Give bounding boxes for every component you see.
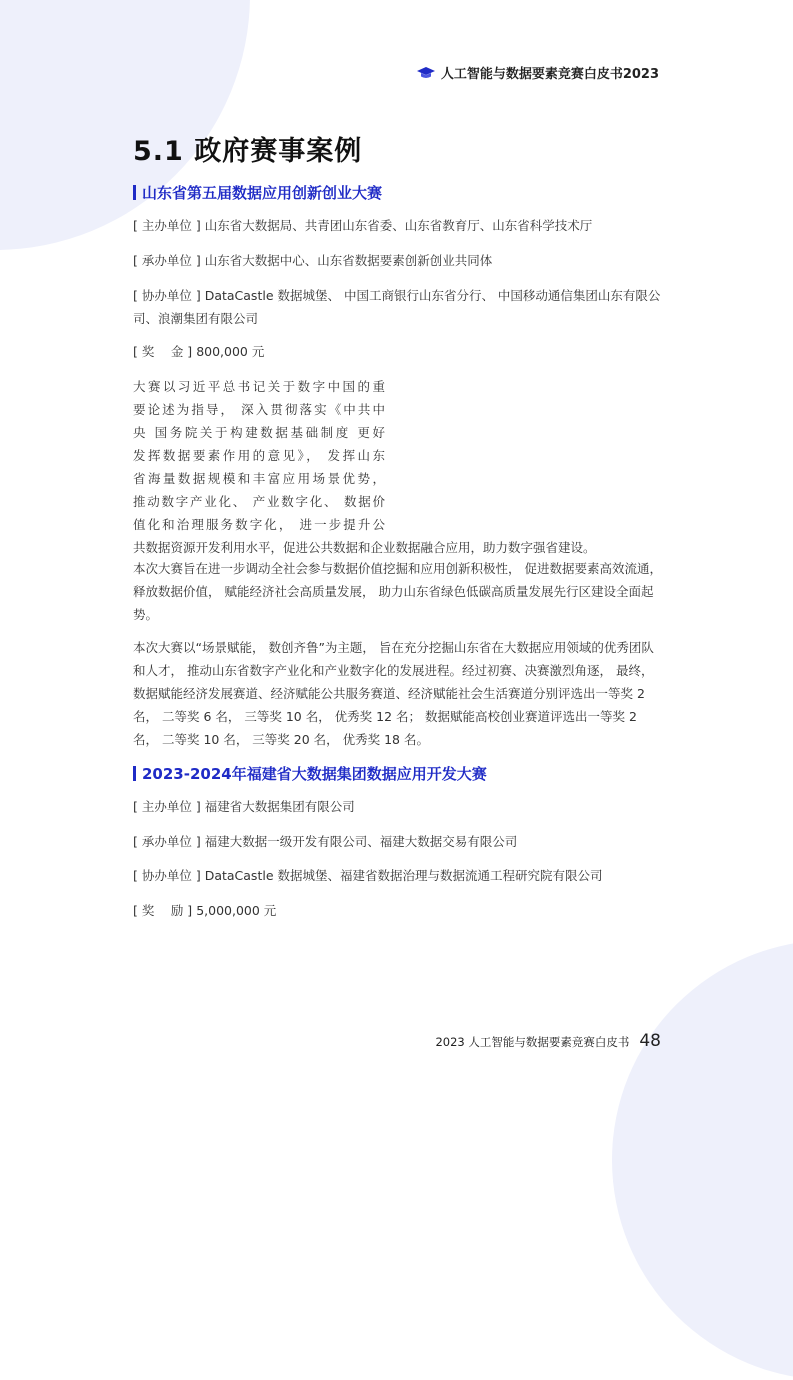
page-footer: [435, 1031, 661, 1051]
case2-heading: [133, 763, 487, 784]
case1-paragraph-2: 本次大赛旨在进一步调动全社会参与数据价值挖掘和应用创新积极性， 促进数据要素高效流通， 释放数据价值， 赋能经济社会高质量发展， 助力山东省绿色低碳高质量发展先行区建设全面起势。: [133, 561, 662, 622]
para1-line: 值化和治理服务数字化， 进一步提升公: [133, 517, 385, 532]
case2-prize: [133, 899, 663, 922]
case2-organizer-label: [ 承办单位 ]: [133, 834, 201, 849]
case1-co-organizer-label: [ 协办单位 ]: [133, 288, 201, 303]
case1-organizer: [133, 249, 663, 272]
para1-line: 推动数字产业化、 产业数字化、 数据价: [133, 494, 385, 509]
case1-organizer-label: [ 承办单位 ]: [133, 253, 201, 268]
page-number: 48: [639, 1031, 661, 1051]
running-header: [417, 63, 659, 82]
case1-paragraph-1: [133, 375, 663, 559]
case2-co-organizer: [133, 864, 663, 887]
case2-prize-value: 5,000,000 元: [196, 903, 277, 918]
para1-tail: 共数据资源开发利用水平，促进公共数据和企业数据融合应用，助力数字强省建设。: [133, 540, 596, 555]
case2-host: [133, 795, 663, 818]
para1-line: 大赛以习近平总书记关于数字中国的重: [133, 379, 385, 394]
case2-heading-text: 2023-2024年福建省大数据集团数据应用开发大赛: [142, 765, 487, 783]
running-header-title: 人工智能与数据要素竞赛白皮书2023: [440, 67, 659, 82]
heading-accent-bar: [133, 185, 136, 200]
case2-host-label: [ 主办单位 ]: [133, 799, 201, 814]
case2-organizer: [133, 830, 663, 853]
case1-organizer-value: 山东省大数据中心、山东省数据要素创新创业共同体: [204, 253, 493, 268]
background-circle-top-left: [0, 0, 250, 250]
background-circle-bottom-right: [612, 940, 793, 1380]
para1-line: 发挥数据要素作用的意见》， 发挥山东: [133, 448, 385, 463]
case1-host-value: 山东省大数据局、共青团山东省委、山东省教育厅、山东省科学技术厅: [204, 218, 593, 233]
case1-heading-text: 山东省第五届数据应用创新创业大赛: [142, 184, 383, 202]
para1-line: 省海量数据规模和丰富应用场景优势，: [133, 471, 385, 486]
case1-co-organizer-value: DataCastle 数据城堡、 中国工商银行山东省分行、 中国移动通信集团山东有限公司、浪潮集团有限公司: [133, 288, 661, 326]
footer-title: 2023 人工智能与数据要素竞赛白皮书: [435, 1035, 630, 1049]
case2-co-organizer-value: DataCastle 数据城堡、福建省数据治理与数据流通工程研究院有限公司: [204, 868, 603, 883]
case2-host-value: 福建省大数据集团有限公司: [204, 799, 355, 814]
graduation-cap-icon: [417, 67, 435, 79]
case1-host-label: [ 主办单位 ]: [133, 218, 201, 233]
case1-paragraph-3: 本次大赛以“场景赋能， 数创齐鲁”为主题， 旨在充分挖掘山东省在大数据应用领域的优秀团队和人才， 推动山东省数字产业化和产业数字化的发展进程。经过初赛、决赛激烈角逐， 最终， 数据赋能经济发展赛道、经济赋能公共服务赛道、经济赋能社会生活赛道分别评选出一等奖 2 名， 二等奖 6 名， 三等奖 10 名， 优秀奖 12 名； 数据赋能高校创业赛道评选出一等奖 2 名， 二等奖 10 名， 三等奖 20 名， 优秀奖 18 名。: [133, 640, 654, 747]
case1-prize: [133, 340, 663, 363]
case2-prize-label: [ 奖 励 ]: [133, 903, 193, 918]
case1-heading: [133, 182, 382, 203]
case1-prize-label: [ 奖 金 ]: [133, 344, 193, 359]
case1-prize-value: 800,000 元: [196, 344, 265, 359]
case1-co-organizer: [133, 284, 663, 330]
case2-organizer-value: 福建大数据一级开发有限公司、福建大数据交易有限公司: [204, 834, 518, 849]
case1-host: [133, 214, 663, 237]
heading-accent-bar: [133, 766, 136, 781]
para1-line: 要论述为指导， 深入贯彻落实《中共中: [133, 402, 385, 417]
para1-line: 央 国务院关于构建数据基础制度 更好: [133, 425, 385, 440]
section-title: 5.1 政府赛事案例: [133, 136, 363, 167]
case2-co-organizer-label: [ 协办单位 ]: [133, 868, 201, 883]
